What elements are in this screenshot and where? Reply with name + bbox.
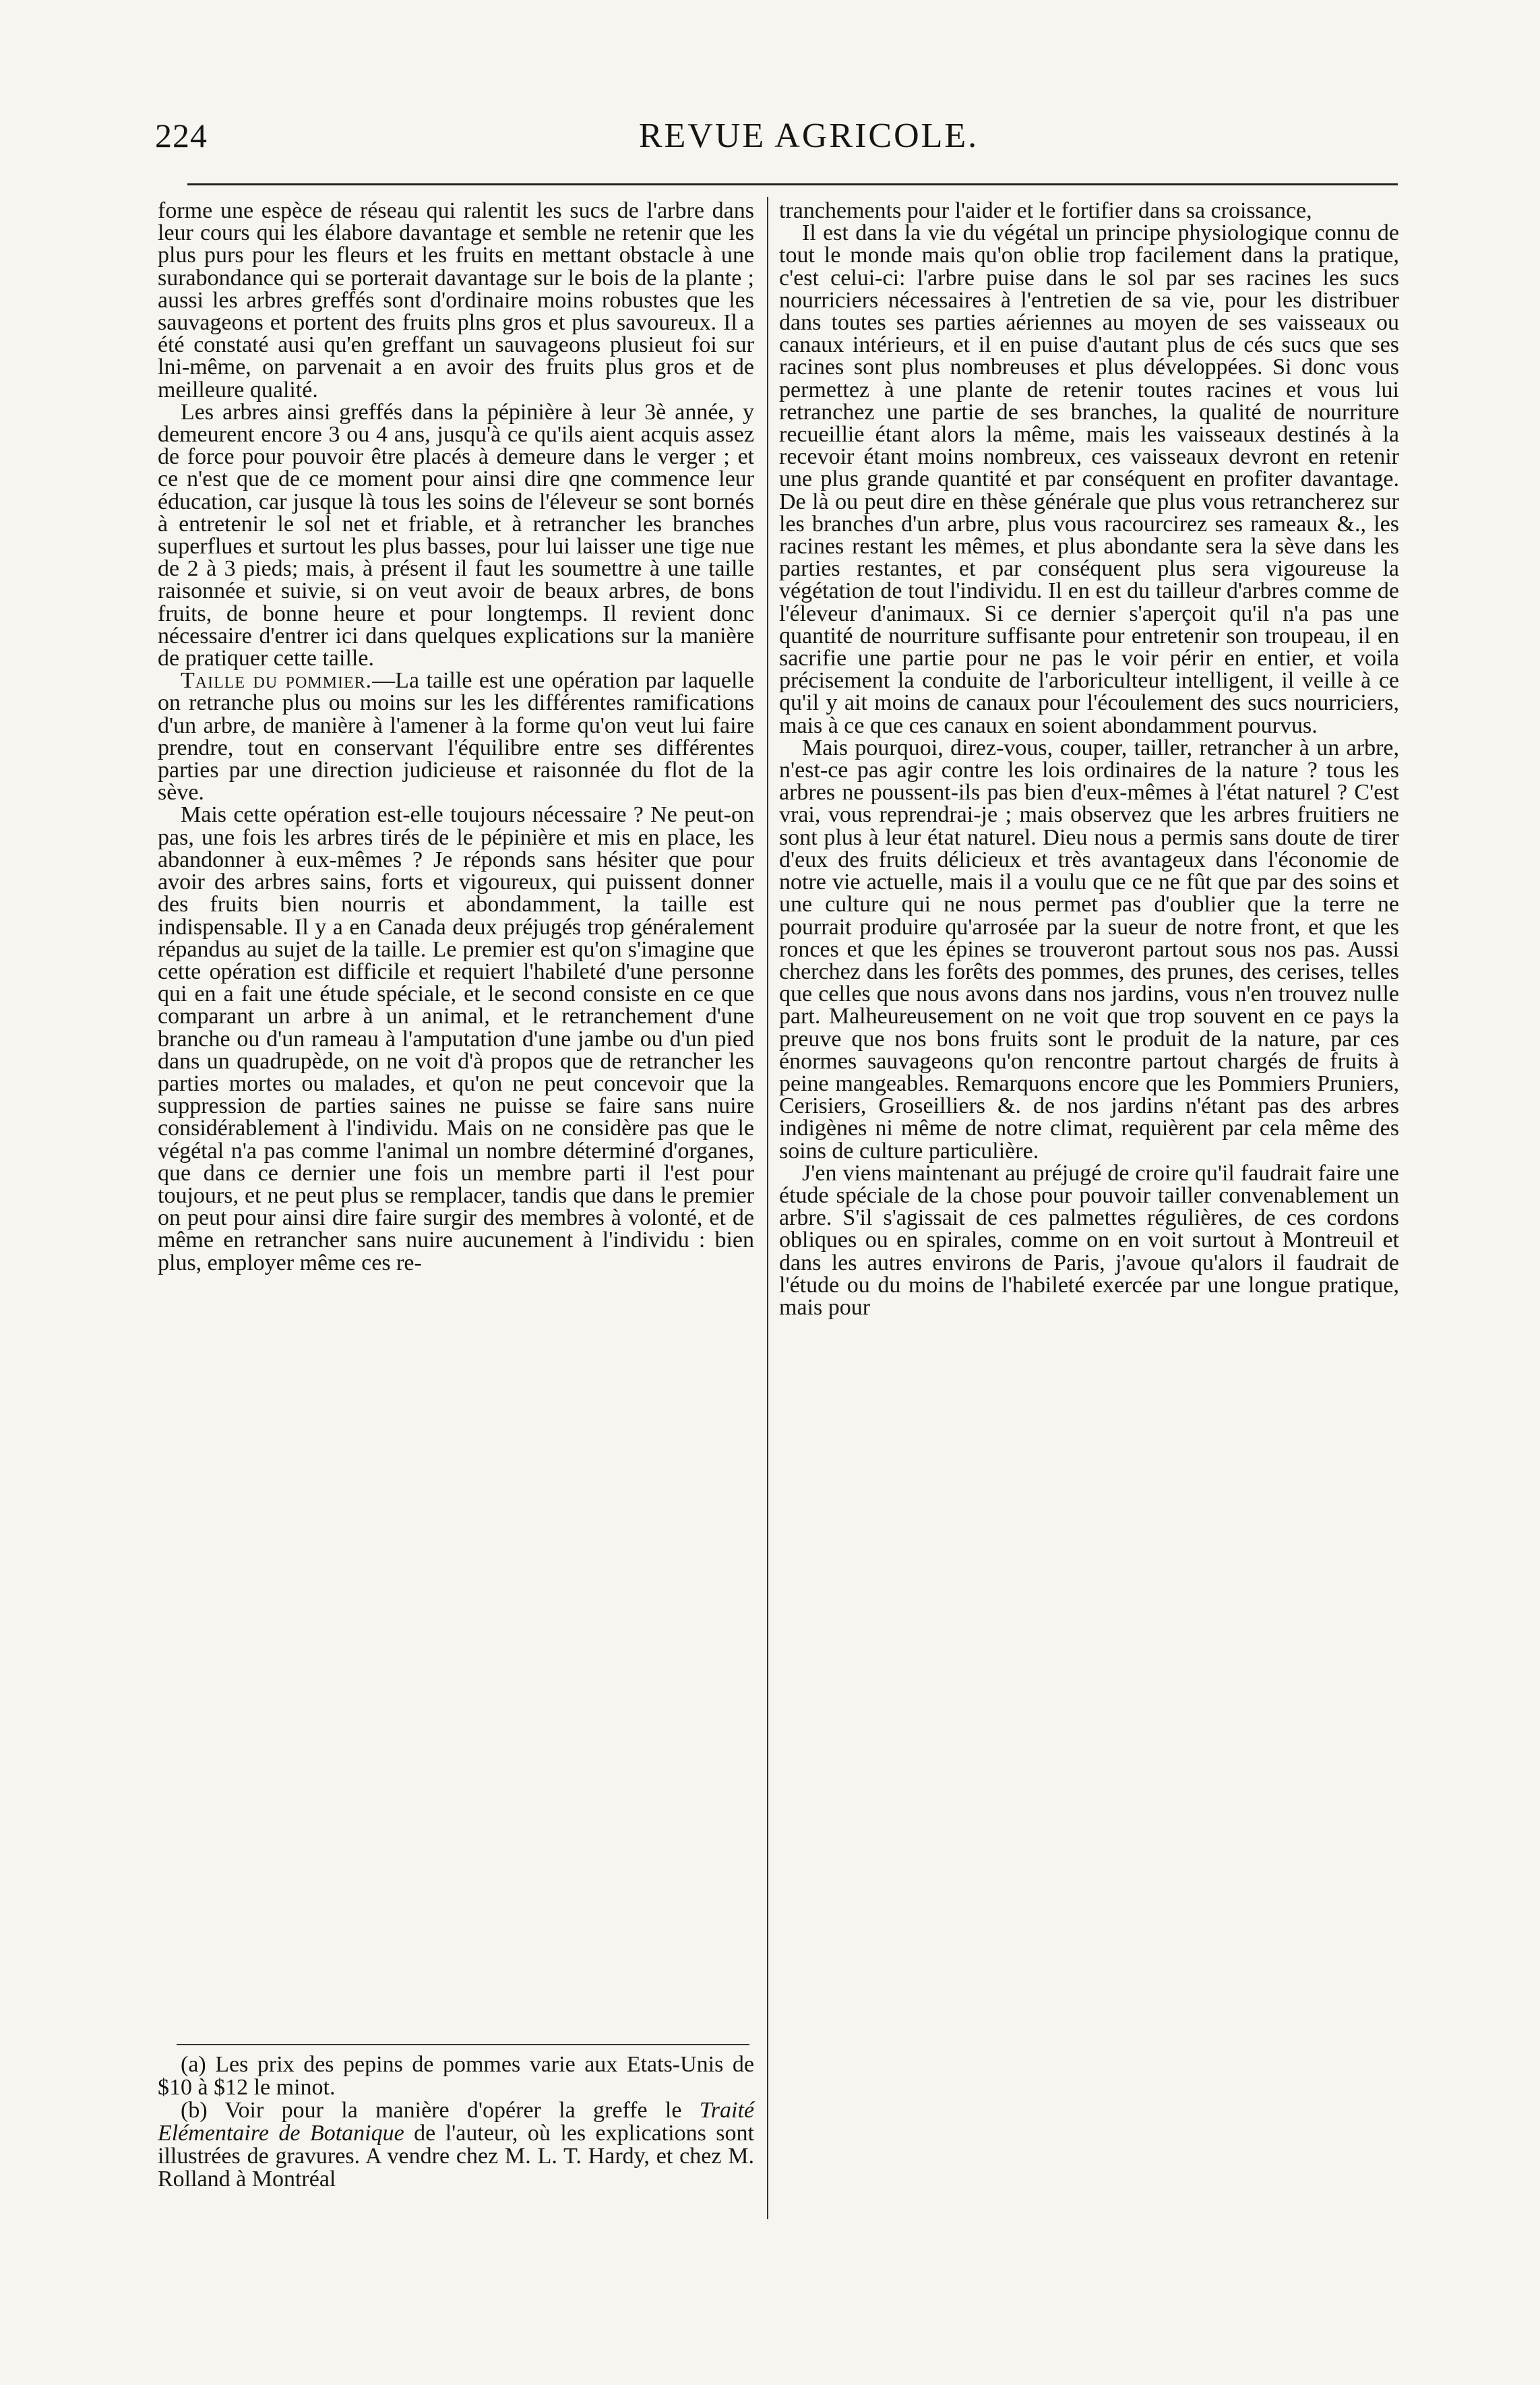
footnote-b [158, 2099, 754, 2191]
paragraph: Mais cette opération est-elle toujours nécessaire ? Ne peut-on pas, une fois les arbres tirés de le pépinière et mis en place, les abandonner à eux-mêmes ? Je réponds sans hésiter que pour avoir des arbres sains, forts et vigoureux, qui puissent donner des fruits bien nourris et abondamment, la taille est indispensable. Il y a en Canada deux préjugés trop généralement répandus au sujet de la taille. Le premier est qu'on s'imagine que cette opération est difficile et requiert l'habileté d'une personne qui en a fait une étude spéciale, et le second consiste en ce que comparant un arbre à un animal, et le retranchement d'une branche ou d'un rameau à l'amputation d'une jambe ou d'un pied dans un quadrupède, on ne voit d'à propos que de retrancher les parties mortes ou malades, et qu'on ne peut concevoir que la suppression de parties saines ne puisse se faire sans nuire considérablement à l'individu. Mais on ne considère pas que le végétal n'a pas comme l'animal un nombre déterminé d'organes, que dans ce dernier une fois un membre parti il l'est pour toujours, et ne peut plus se remplacer, tandis que dans le premier on peut pour ainsi dire faire surgir des membres à volonté, et de même en retrancher sans nuire aucunement à l'individu : bien plus, employer même ces re- [158, 802, 754, 1275]
right-column [779, 200, 1399, 1319]
column-divider [767, 197, 768, 2219]
paragraph: Les arbres ainsi greffés dans la pépinière à leur 3è année, y demeurent encore 3 ou 4 ans, jusqu'à ce qu'ils aient acquis assez de force pour pouvoir être placés à demeure dans le verger ; et ce n'est que de ce moment pour ainsi dire qne commence leur éducation, car jusque là tous les soins de l'éleveur se sont bornés à entretenir le sol net et friable, et à retrancher les branches superflues et surtout les plus basses, pour lui laisser une tige nue de 2 à 3 pieds; mais, à présent il faut les soumettre à une taille raisonnée et suivie, si on veut avoir de beaux arbres, de bons fruits, de bonne heure et pour longtemps. Il revient donc nécessaire d'entrer ici dans quelques explications sur la manière de pratiquer cette taille. [158, 399, 754, 671]
paragraph-taille [158, 669, 754, 804]
footnote-rule [177, 2044, 749, 2045]
paragraph: J'en viens maintenant au préjugé de croire qu'il faudrait faire une étude spéciale de la chose pour pouvoir tailler convenablement un arbre. S'il s'agissait de ces palmettes régulières, de ces cordons obliques ou en spirales, comme on en voit surtout à Montreuil et dans les autres environs de Paris, j'avoue qu'alors il faudrait de l'étude ou du moins de l'habileté exercée par une longue pratique, mais pour [779, 1160, 1399, 1320]
section-heading: Taille du pommier. [181, 668, 373, 694]
footnotes [158, 2053, 754, 2191]
footnote-b-text: de l'auteur, où les explications sont illustrées de gravures. A vendre chez M. L. T. Hardy, et chez M. Rolland à Montréal [158, 2121, 754, 2192]
footnote-a: (a) Les prix des pepins de pommes varie aux Etats-Unis de $10 à $12 le minot. [158, 2052, 754, 2100]
book-title: Traité Elémentaire de Botanique [158, 2098, 754, 2146]
running-title: REVUE AGRICOLE. [638, 117, 979, 155]
paragraph-text: —La taille est une opération par laquelle on retranche plus ou moins sur les les différentes ramifications d'un arbre, de manière à l'amener à la forme qu'on veut lui faire prendre, tout en conservant l'équilibre entre ses différentes parties par une direction judicieuse et raisonnée du flot de la sève. [158, 668, 754, 806]
paragraph: Mais pourquoi, direz-vous, couper, tailler, retrancher à un arbre, n'est-ce pas agir contre les lois ordinaires de la nature ? tous les arbres ne poussent-ils pas bien d'eux-mêmes à l'état naturel ? C'est vrai, vous reprendrai-je ; mais observez que les arbres fruitiers ne sont plus à leur état naturel. Dieu nous a permis sans doute de tirer d'eux des fruits délicieux et très avantageux dans l'économie de notre vie actuelle, mais il a voulu que ce ne fût que par des soins et une culture qui ne nous permet pas d'oublier que la terre ne pourrait produire qu'arrosée par la sueur de notre front, et que les ronces et que les épines se trouveront partout sous nos pas. Aussi cherchez dans les forêts des pommes, des prunes, des cerises, telles que celles que nous avons dans nos jardins, vous n'en trouvez nulle part. Malheureusement on ne voit que trop souvent en ce pays la preuve que nos bons fruits sont le produit de la nature, par ces énormes sauvageons qu'on rencontre partout chargés de fruits à peine mangeables. Remarquons encore que les Pommiers Pruniers, Cerisiers, Groseilliers &. de nos jardins n'étant pas des arbres indigènes ni même de notre climat, requièrent par cela même des soins de culture particulière. [779, 735, 1399, 1164]
paragraph: tranchements pour l'aider et le fortifier dans sa croissance, [779, 198, 1312, 223]
footnote-b-text: (b) Voir pour la manière d'opérer la greffe le [181, 2098, 700, 2123]
page-number: 224 [155, 117, 208, 154]
left-column [158, 200, 754, 1274]
header-rule [187, 183, 1398, 185]
paragraph: forme une espèce de réseau qui ralentit les sucs de l'arbre dans leur cours qui les élabore davantage et semble ne retenir que les plus purs pour les fleurs et les fruits en mettant obstacle à une surabondance qui se porterait davantage sur le bois de la plante ; aussi les arbres greffés sont d'ordinaire moins robustes que les sauvageons et portent des fruits plns gros et plus savoureux. Il a été constaté ausi qu'en greffant un sauvageons plusieut foi sur lni-même, on parvenait a en avoir des fruits plus gros et de meilleure qualité. [158, 198, 754, 402]
paragraph: Il est dans la vie du végétal un principe physiologique connu de tout le monde mais qu'on oblie trop facilement dans la pratique, c'est celui-ci: l'arbre puise dans le sol par ses racines les sucs nourriciers nécessaires à l'entretien de sa vie, pour les distribuer dans toutes ses parties aériennes au moyen de ses vaisseaux ou canaux intérieurs, et il en puise d'autant plus de cés sucs que ses racines sont plus nombreuses et plus développées. Si donc vous permettez à une plante de retenir toutes racines et vous lui retranchez une partie de ses branches, la qualité de nourriture recueillie étant alors la même, mais les vaisseaux destinés à la recevoir étant moins nombreux, ces vaisseaux devront en retenir une plus grande quantité et par conséquent en profiter davantage. De là ou peut dire en thèse générale que plus vous retrancherez sur les branches d'un arbre, plus vous racourcirez ses rameaux &., les racines restant les mêmes, et plus abondante sera la sève dans les parties restantes, et par conséquent plus sera vigoureuse la végétation de tout l'individu. Il en est du tailleur d'arbres comme de l'éleveur d'animaux. Si ce dernier s'aperçoit qu'il n'a pas une quantité de nourriture suffisante pour entretenir son troupeau, il en sacrifie une partie pour ne pas le voir périr en entier, et voila précisement la conduite de l'arboriculteur intelligent, il veille à ce qu'il y ait moins de canaux pour l'écoulement des sucs nourriciers, mais à ce que ces canaux en soient abondamment pourvus. [779, 220, 1399, 738]
page-header [155, 116, 1402, 170]
